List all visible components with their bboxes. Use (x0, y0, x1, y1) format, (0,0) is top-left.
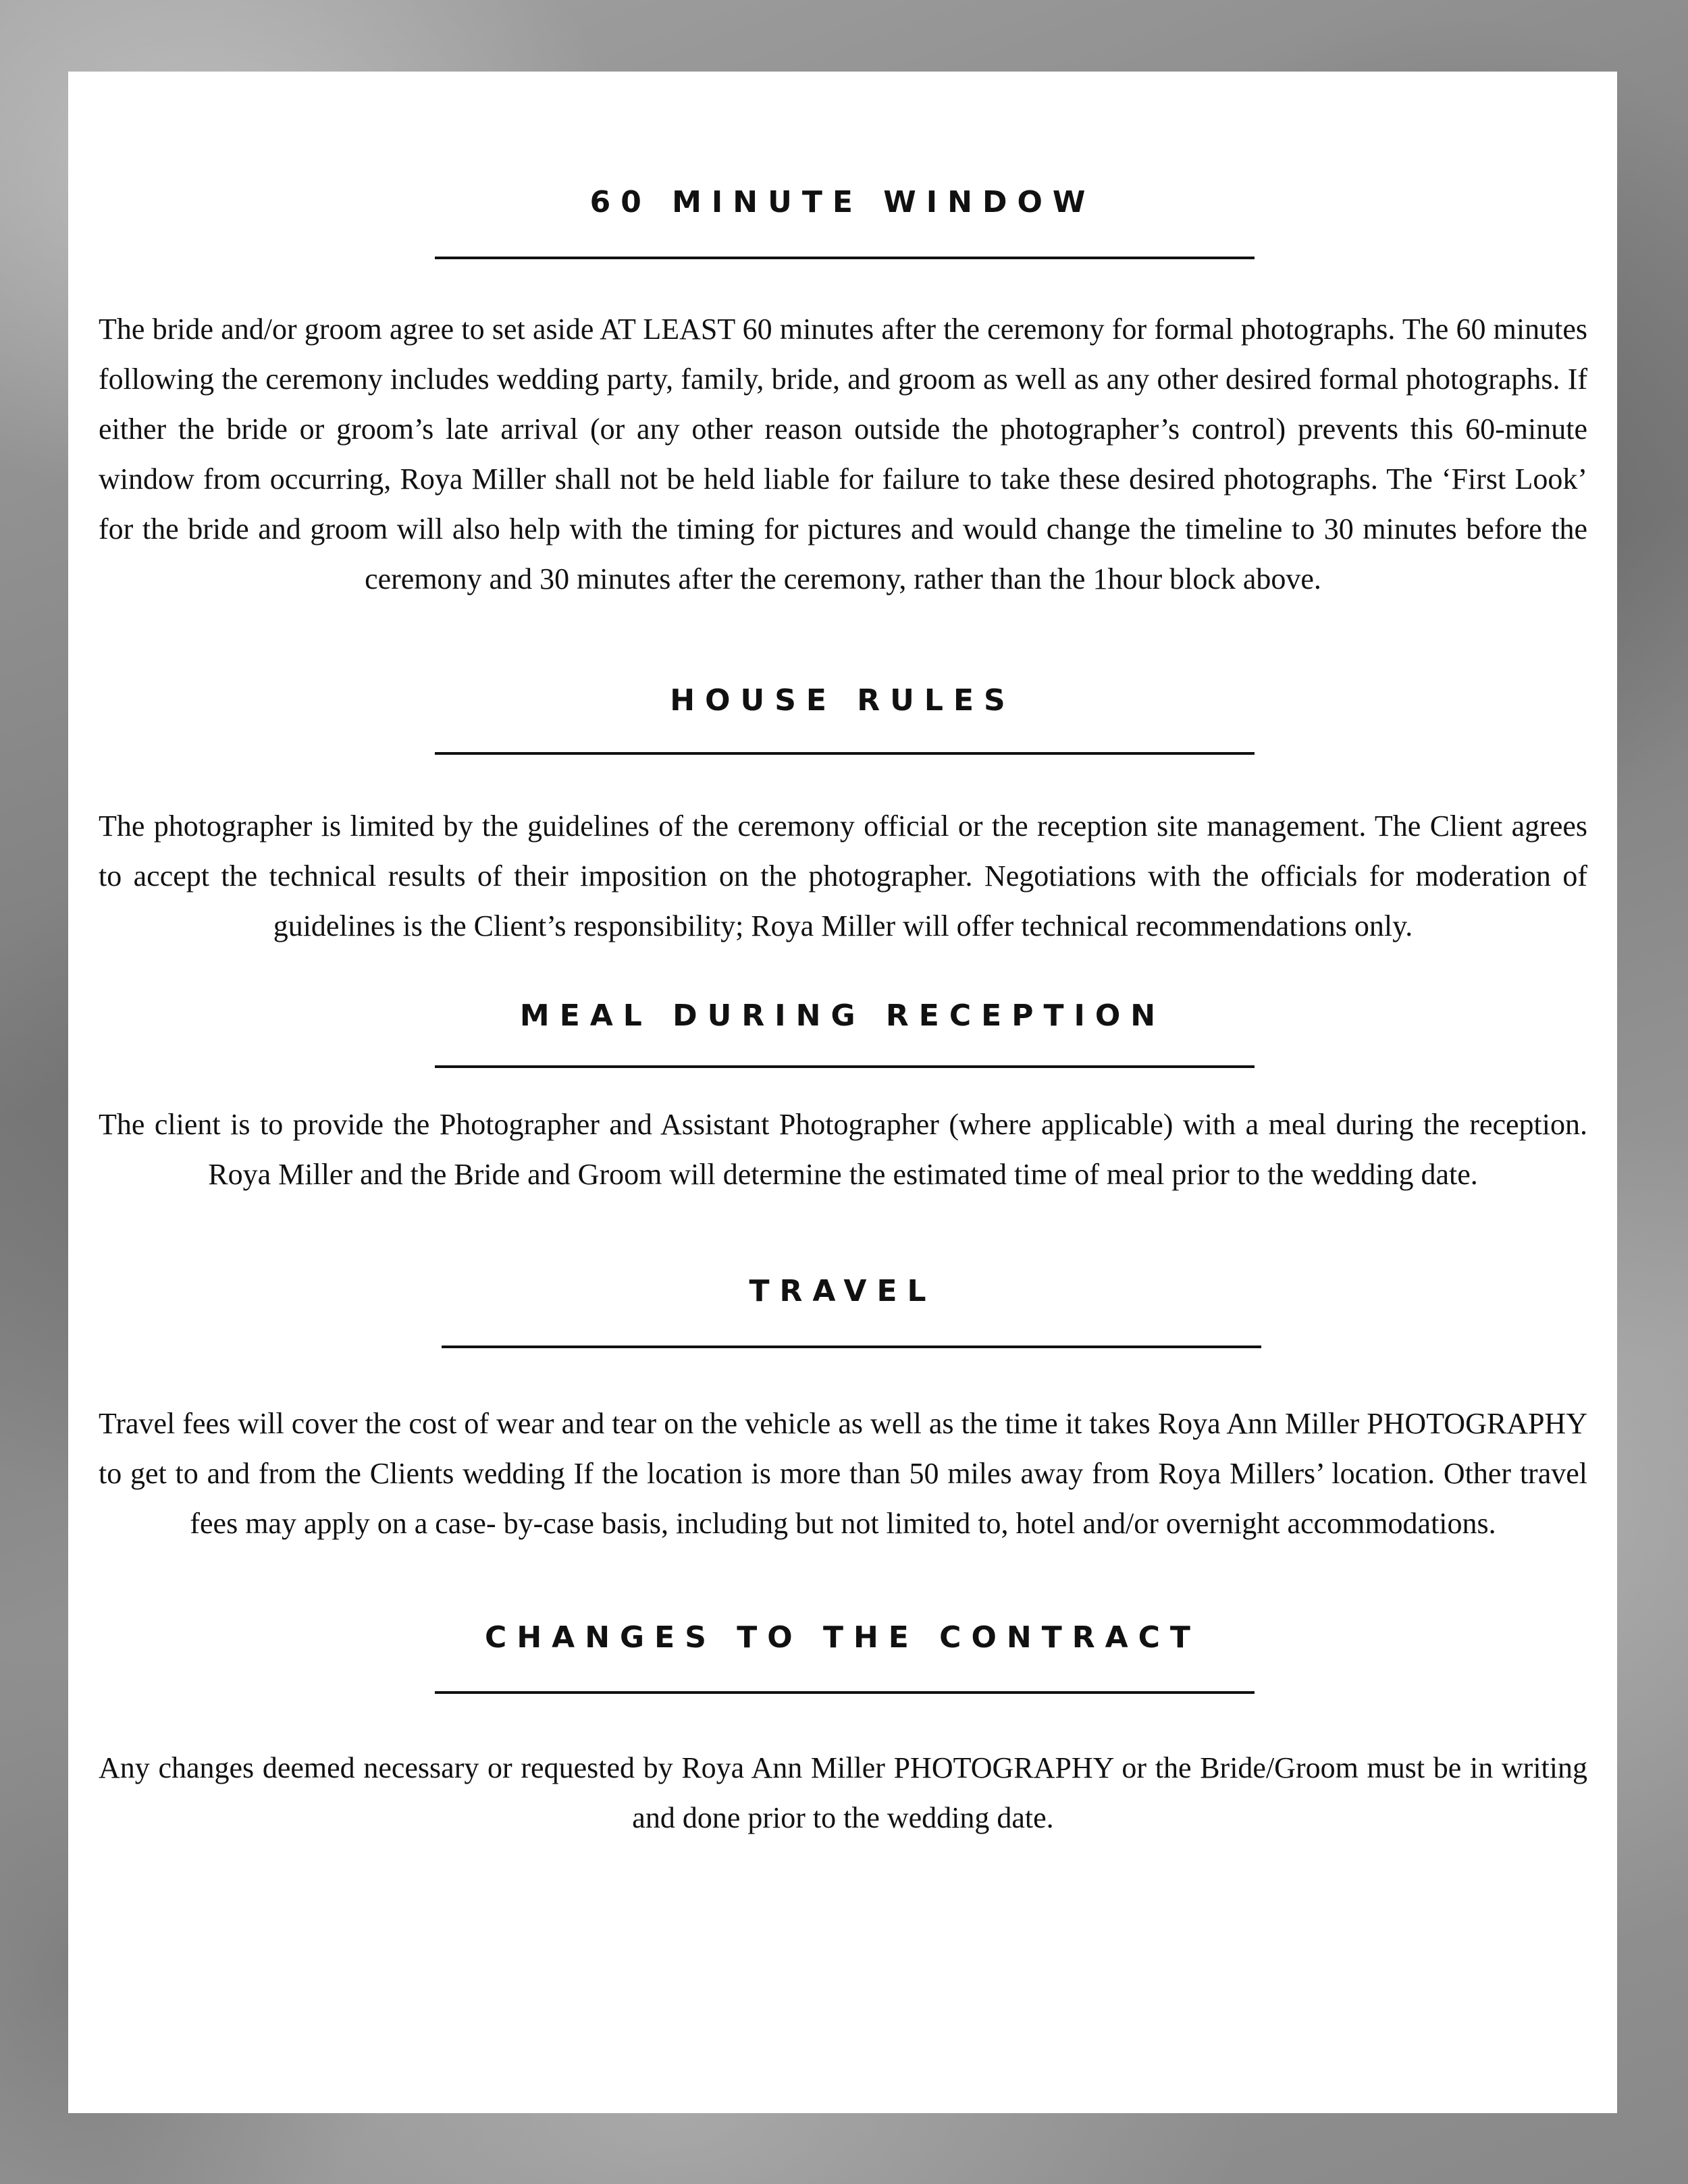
section-body-60-minute-window: The bride and/or groom agree to set aside AT LEAST 60 minutes after the ceremony for formal photographs. The 60 minutes following the ceremony includes wedding party, family, bride, and groom as well as any other desired formal photographs. If either the bride or groom’s late arrival (or any other reason outside the photographer’s control) prevents this 60-minute window from occurring, Roya Miller shall not be held liable for failure to take these desired photographs. The ‘First Look’ for the bride and groom will also help with the timing for pictures and would change the timeline to 30 minutes before the ceremony and 30 minutes after the ceremony, rather than the 1hour block above. (99, 313, 1587, 595)
heading-divider (435, 257, 1255, 259)
heading-divider (435, 1691, 1255, 1694)
section-body-travel: Travel fees will cover the cost of wear and tear on the vehicle as well as the time it takes Roya Ann Miller PHOTOGRAPHY to get to and from the Clients wedding If the location is more than 50 miles away from Roya Millers’ location. Other travel fees may apply on a case- by-case basis, including but not limited to, hotel and/or overnight accommodations. (99, 1407, 1587, 1540)
contract-page (68, 72, 1617, 2113)
section-heading-travel: TRAVEL (749, 1274, 937, 1308)
heading-divider (435, 752, 1255, 755)
heading-divider (442, 1346, 1261, 1348)
section-heading-meal-during-reception: MEAL DURING RECEPTION (519, 998, 1166, 1033)
section-body-changes-to-the-contract: Any changes deemed necessary or requested by Roya Ann Miller PHOTOGRAPHY or the Bride/Groom must be in writing and done prior to the wedding date. (99, 1751, 1587, 1834)
section-heading-60-minute-window: 60 MINUTE WINDOW (589, 185, 1096, 219)
heading-divider (435, 1065, 1255, 1068)
section-body-meal-during-reception: The client is to provide the Photographer and Assistant Photographer (where applicable) with a meal during the reception. Roya Miller and the Bride and Groom will determine the estimated time of meal prior to the wedding date. (99, 1108, 1587, 1191)
section-body-house-rules: The photographer is limited by the guidelines of the ceremony official or the reception site management. The Client agrees to accept the technical results of their imposition on the photographer. Negotiations with the officials for moderation of guidelines is the Client’s responsibility; Roya Miller will offer technical recommendations only. (99, 809, 1587, 942)
section-heading-house-rules: HOUSE RULES (670, 683, 1016, 718)
section-heading-changes-to-the-contract: CHANGES TO THE CONTRACT (485, 1620, 1201, 1655)
